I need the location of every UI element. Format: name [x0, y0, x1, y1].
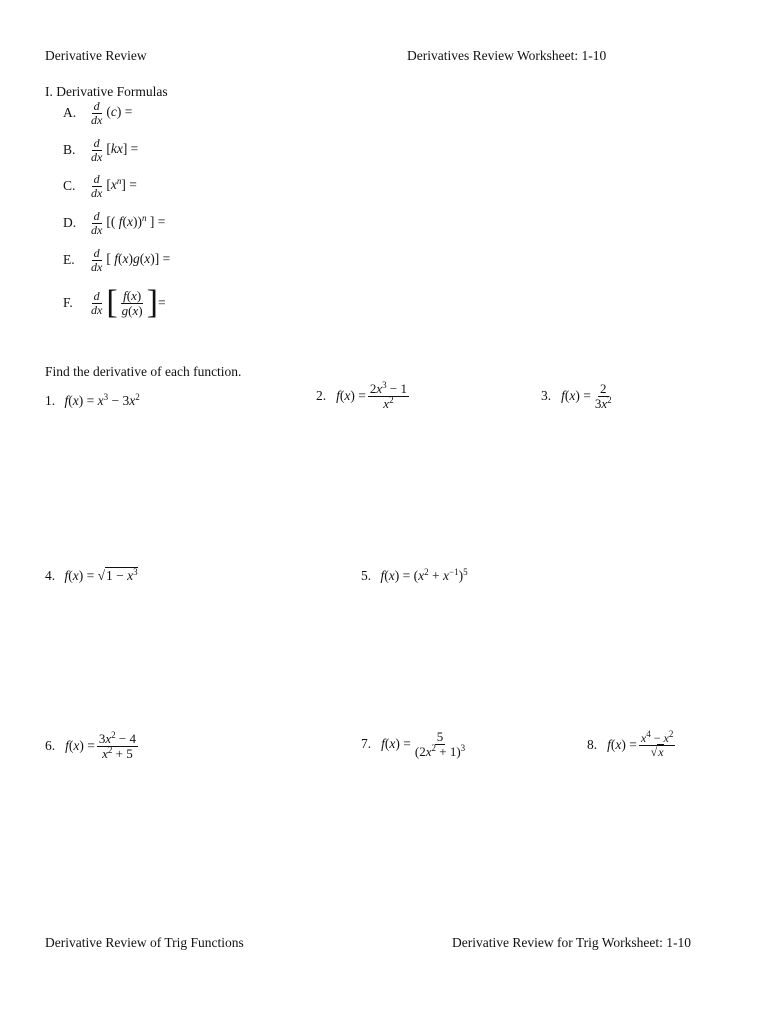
formula-d: D. $\frac{d}{dx}$ [( f(x))$^n$ ] =: [63, 209, 166, 237]
formula-f: F. $\frac{d}{dx}$ [ $\frac{f(x)}{g(x)}$ ] =: [63, 284, 166, 321]
formula-letter: E.: [63, 252, 75, 268]
problem-number: 8.: [587, 737, 598, 753]
footer-left: Derivative Review of Trig Functions: [45, 935, 244, 950]
problem-4: 4. $f(x) = √1 - x^3$: [45, 567, 138, 583]
problem-6: 6. f(x) = $\frac{3x^2 - 4}{x^2 + 5}$: [45, 730, 136, 761]
formula-b: B. $\frac{d}{dx}$ [kx] =: [63, 136, 139, 164]
problem-5: 5. $f(x) = (x^2 + x^{-1})^5$: [361, 567, 468, 583]
header-right: Derivatives Review Worksheet: 1-10: [407, 48, 607, 63]
formula-letter: C.: [63, 178, 76, 194]
problem-8: 8. f(x) = $\frac{x^4 - x^2}{√x}$: [587, 729, 674, 759]
problem-number: 3.: [541, 388, 552, 404]
footer-right: Derivative Review for Trig Worksheet: 1-10: [452, 935, 691, 950]
problem-2: 2. f(x) = $\frac{2x^3 - 1}{x^2}$: [316, 380, 407, 411]
formula-e: E. $\frac{d}{dx}$ [ f(x)g(x)] =: [63, 246, 171, 274]
section-title: I. Derivative Formulas: [45, 84, 168, 99]
formula-letter: A.: [63, 105, 77, 121]
header-left: Derivative Review: [45, 48, 147, 63]
problem-number: 4.: [45, 568, 56, 583]
formula-letter: D.: [63, 215, 77, 231]
formula-c: C. $\frac{d}{dx}$ $[x^n]$ =: [63, 172, 137, 200]
problem-number: 5.: [361, 568, 372, 583]
formula-letter: B.: [63, 142, 76, 158]
formula-a: A. $\frac{d}{dx}$ (c) =: [63, 99, 133, 127]
formula-letter: F.: [63, 295, 73, 310]
problem-number: 7.: [361, 736, 372, 752]
instruction: Find the derivative of each function.: [45, 364, 242, 379]
problem-3: 3. f(x) = $\frac{2}{3x^2}$: [541, 381, 612, 411]
problem-number: 1.: [45, 393, 56, 408]
problem-7: 7. f(x) = $\frac{5}{(2x^2 + 1)^3}$: [361, 729, 466, 759]
problem-number: 6.: [45, 738, 56, 754]
problem-number: 2.: [316, 388, 327, 404]
problem-1: 1. $f(x) = x^3 - 3x^2$: [45, 392, 140, 408]
